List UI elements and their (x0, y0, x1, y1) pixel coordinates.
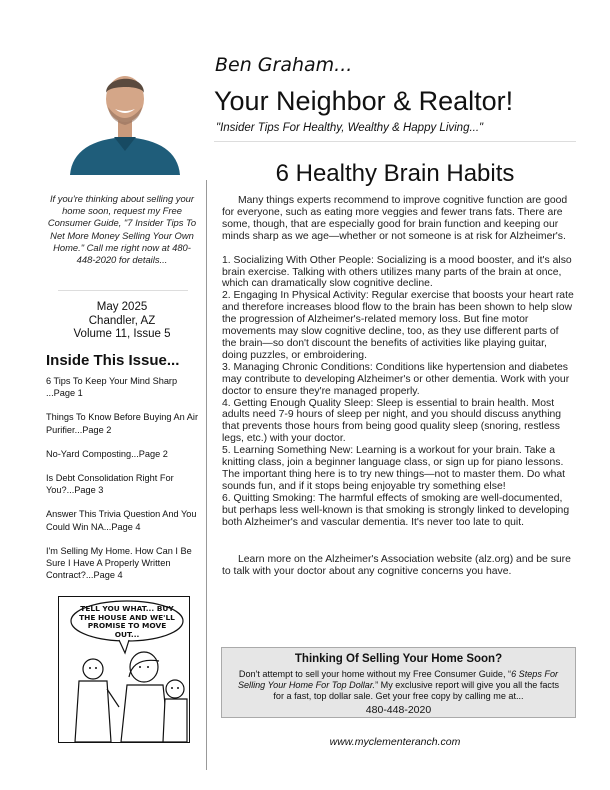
table-of-contents (46, 375, 204, 593)
article-intro: Many things experts recommend to improve cognitive function are good for everyone, such as eating more veggies and fewer trans fats. There are some, though, that are especially good for brain function and keeping our minds sharp as we age—whether or not someone is at risk for Alzheimer's. (222, 195, 568, 242)
cartoon (58, 596, 190, 743)
habit-item: 1. Socializing With Other People: Socializing is a mood booster, and it's also brain exercise. Talking with others utilizes many parts of the brain at once, which can dramatically slow cognitive decline. (222, 254, 572, 290)
habit-item: 2. Engaging In Physical Activity: Regular exercise that boosts your heart rate and therefore increases blood flow to the brain has been shown to help slow the progression of Alzheimer's-related memory loss. But fine motor movements may slow cognitive decline, too, as they use different parts of the brain—so don't discount the benefits of activities like playing guitar, doing puzzles, or embroidering. (222, 290, 574, 361)
toc-item: Things To Know Before Buying An Air Purifier...Page 2 (46, 412, 199, 435)
header-divider (214, 141, 576, 142)
toc-heading: Inside This Issue... (46, 352, 180, 369)
cartoon-illustration (59, 597, 189, 742)
selling-cta-box (221, 647, 576, 718)
article-body (222, 195, 574, 578)
habit-item: 5. Learning Something New: Learning is a workout for your brain. Take a knitting class, join a beginner language class, or sign up for piano lessons. The important thing here is to try new things—not to master them. Do what sounds fun, and if it stops being enjoyable try something else! (222, 445, 566, 492)
consumer-guide-offer: If you're thinking about selling your home soon, request my Free Consumer Guide, "7 Insider Tips To Net More Money Selling Your Own Home." Call me right now at 480-448-2020 for details... (47, 193, 197, 266)
toc-item: Answer This Trivia Question And You Could Win NA...Page 4 (46, 509, 197, 532)
guide-title: 6 Steps For Selling Your Home For Top Dollar. (237, 669, 559, 691)
cta-text: Don't attempt to sell your home without my Free Consumer Guide, “6 Steps For Selling Your Home For Top Dollar.” My exclusive report will give you all the facts for a fast, top dollar sale. Get your free copy by calling me at... (237, 669, 560, 702)
agent-photo (62, 55, 188, 175)
issue-date: May 2025 (96, 301, 148, 313)
habit-item: 3. Managing Chronic Conditions: Conditions like hypertension and diabetes may contribute to developing Alzheimer's or other dementia. Work with your doctor to ensure they're managed properly. (222, 361, 570, 397)
habit-item: 4. Getting Enough Quality Sleep: Sleep is essential to brain health. Most adults need 7-9 hours of sleep per night, and you should discuss anything that prevents those hours from being good quality sleep (snoring, restless legs, etc.) with your doctor. (222, 397, 562, 445)
issue-location: Chandler, AZ (88, 314, 156, 327)
agent-name: Ben Graham... (215, 54, 353, 76)
toc-item: No-Yard Composting...Page 2 (46, 448, 168, 459)
toc-item: 6 Tips To Keep Your Mind Sharp ...Page 1 (46, 376, 178, 399)
issue-volume: Volume 11, Issue 5 (73, 328, 171, 340)
column-divider (206, 180, 207, 770)
habit-item: 6. Quitting Smoking: The harmful effects of smoking are well-documented, but perhaps less well-known is that smoking is strongly linked to developing both Alzheimer's and vascular dementia. It's never too late to quit. (222, 492, 570, 528)
article-closing: Learn more on the Alzheimer's Association website (alz.org) and be sure to talk with your doctor about any cognitive concerns you have. (222, 554, 571, 578)
cta-title: Thinking Of Selling Your Home Soon? (294, 653, 503, 665)
agent-portrait-icon (62, 55, 188, 175)
newsletter-title: Your Neighbor & Realtor! (214, 86, 514, 116)
cta-phone[interactable]: 480-448-2020 (365, 703, 432, 716)
issue-info (46, 301, 198, 342)
toc-item: Is Debt Consolidation Right For You?...Page 3 (46, 473, 174, 496)
website-link[interactable]: www.myclementeranch.com (329, 736, 461, 748)
toc-item: I'm Selling My Home. How Can I Be Sure I Have A Properly Written Contract?...Page 4 (46, 545, 192, 581)
newsletter-tagline: "Insider Tips For Healthy, Wealthy & Happy Living..." (216, 122, 484, 134)
sidebar-divider (58, 290, 188, 291)
cartoon-caption: TELL YOU WHAT... BUY THE HOUSE AND WE'LL PROMISE TO MOVE OUT... (79, 605, 175, 639)
article-title: 6 Healthy Brain Habits (275, 160, 515, 187)
